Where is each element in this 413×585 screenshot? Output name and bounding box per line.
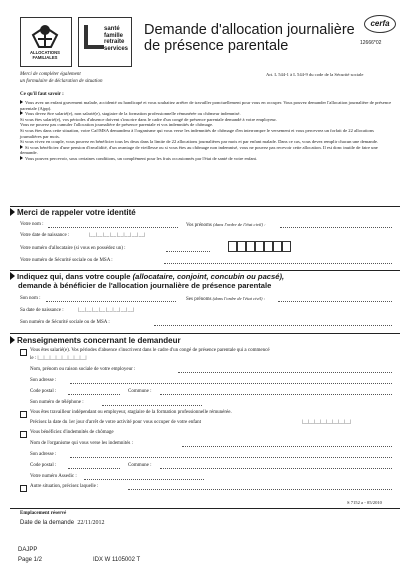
section-divider: [10, 270, 400, 271]
employer-field[interactable]: [178, 372, 392, 373]
idx-code: IDX W 1105002 T: [93, 557, 141, 563]
page-number: Page 1/2: [18, 557, 43, 563]
ss-number-field[interactable]: [164, 263, 392, 264]
employer-postal-field[interactable]: [68, 394, 120, 395]
arrow-icon: [10, 272, 15, 280]
msa-logo-icon: [84, 25, 104, 49]
chomage-checkbox[interactable]: [20, 431, 27, 438]
org-postal-label: Code postal :: [30, 463, 57, 468]
alloc-number-dots: [166, 251, 210, 252]
partner-nom-label: Son nom :: [20, 296, 41, 301]
partner-birth-label: Sa date de naissance :: [20, 308, 64, 313]
nom-field[interactable]: [48, 227, 178, 228]
employer-commune-field[interactable]: [160, 394, 392, 395]
form-reference: S 7152 a - 05/2010: [347, 500, 382, 505]
info-para: Si vous êtes dans cette situation, votre Caf/MSA demandera à l'organisme qui vous verse les indemnités de chômage d'en interrompre le versement et vous percevrez un forfait de 22 allocations journalières par mois.: [20, 127, 374, 139]
caf-logo-icon: [29, 21, 61, 49]
employer-commune-label: Commune :: [128, 389, 152, 394]
info-para: Si vous vivez en couple, vous pouvez en bénéficier tous les deux dans la limite de 22 allocations journalières par mois et par enfant malade. Dans ce cas, vous devez remplir chacun une demande.: [20, 139, 379, 145]
org-postal-field[interactable]: [68, 468, 120, 469]
alloc-digit-box[interactable]: [237, 241, 246, 252]
independant-label: Vous êtes travailleur indépendant ou employeur, stagiaire de la formation professionnelle rémunérée.: [30, 410, 232, 415]
alloc-digit-box[interactable]: [282, 241, 291, 252]
partner-prenoms-label: Ses prénoms (dans l'ordre de l'état civil) :: [186, 296, 266, 302]
salarie-label: Vous êtes salarié(e). Vos périodes d'absence s'inscrivent dans le cadre d'un congé de présence parentale qui a commencé: [30, 348, 270, 353]
section-divider: [10, 333, 400, 334]
cerfa-logo: cerfa: [364, 15, 396, 33]
employer-phone-label: Son numéro de téléphone :: [30, 400, 84, 405]
nom-label: Votre nom :: [20, 222, 44, 227]
note-line-2: un formulaire de déclaration de situation: [20, 79, 103, 84]
caf-logo-text: ALLOCATIONS FAMILIALES: [30, 50, 60, 60]
requester-section-title: Renseignements concernant le demandeur: [10, 336, 400, 345]
ss-number-label: Votre numéro de Sécurité sociale ou de MSA :: [20, 258, 113, 263]
info-para: Vous devez être salarié(e), non salarié(e), stagiaire de la formation professionnelle rémunérée ou chômeur indemnisé.: [20, 111, 396, 117]
section-divider: [10, 206, 400, 207]
chomage-label: Vous bénéficiez d'indemnités de chômage: [30, 430, 114, 435]
birth-date-field[interactable]: |__|__|__|__|__|__|__|__|: [89, 233, 146, 238]
bullet-icon: [20, 111, 23, 115]
couple-section-title: Indiquez qui, dans votre couple (allocataire, conjoint, concubin ou pacsé), demande à bénéficier de l'allocation journalière de présence parentale: [10, 272, 400, 290]
autre-checkbox[interactable]: [20, 485, 27, 492]
section-divider: [10, 508, 400, 509]
arrow-icon: [10, 336, 15, 344]
doc-code: DAJPP: [18, 547, 38, 553]
partner-ss-field[interactable]: [154, 325, 392, 326]
assedic-label: Votre numéro Assedic :: [30, 474, 77, 479]
partner-ss-label: Son numéro de Sécurité sociale ou de MSA :: [20, 320, 110, 325]
reserved-area-label: Emplacement réservé: [20, 511, 67, 516]
bullet-icon: [20, 100, 23, 104]
alloc-digit-box[interactable]: [273, 241, 282, 252]
legal-reference: Art. L 544-1 à L 544-9 du code de la Sécurité sociale: [266, 72, 364, 77]
info-para: Vous pouvez percevoir, sous certaines conditions, un complément pour les frais occasionnés par l'état de santé de votre enfant.: [20, 156, 396, 162]
autre-field[interactable]: [128, 489, 392, 490]
info-para: Vous avez un enfant gravement malade, accidenté ou handicapé et vous souhaitez arrêter de travailler ponctuellement pour vous en occuper. Vous pouvez demander l'allocation journalière de présence parentale (Ajpp).: [20, 100, 392, 111]
autre-label: Autre situation, précisez laquelle :: [30, 484, 99, 489]
page-title: Demande d'allocation journalière de présence parentale: [144, 22, 355, 54]
partner-birth-field[interactable]: |__|__|__|__|__|__|__|__|: [78, 308, 135, 313]
alloc-digit-box[interactable]: [228, 241, 237, 252]
note-line-1: Merci de compléter également: [20, 72, 81, 77]
stop-date-label: Précisez la date du 1er jour d'arrêt de votre activité pour vous occuper de votre enfant: [30, 420, 201, 425]
org-address-field[interactable]: [70, 457, 392, 458]
employer-label: Nom, prénom ou raison sociale de votre employeur :: [30, 367, 136, 372]
info-text: [20, 100, 396, 162]
info-para: Si vous bénéficiez d'une pension d'invalidité, d'un avantage de vieillesse ou si vous êtes au chômage non indemnisé, vous ne pouvez pas recevoir cette allocation. Il est donc inutile de faire une demande.: [20, 144, 378, 156]
alloc-digit-box[interactable]: [264, 241, 273, 252]
partner-nom-field[interactable]: [46, 301, 176, 302]
salarie-checkbox[interactable]: [20, 349, 27, 356]
birth-label: Votre date de naissance :: [20, 233, 70, 238]
employer-postal-label: Code postal :: [30, 389, 57, 394]
msa-logo-text: santé famille retraite services: [104, 26, 129, 52]
alloc-digit-box[interactable]: [255, 241, 264, 252]
prenoms-label: Vos prénoms (dans l'ordre de l'état civil) :: [186, 222, 266, 228]
independant-checkbox[interactable]: [20, 411, 27, 418]
arrow-icon: [10, 208, 15, 216]
org-name-label: Nom de l'organisme qui vous verse les indemnités :: [30, 441, 134, 446]
stop-date-field[interactable]: |__|__|__|__|__|__|__|__|: [302, 420, 352, 425]
bullet-icon: [20, 145, 23, 149]
org-address-label: Son adresse :: [30, 452, 57, 457]
salarie-date-label: le : |__|__|__|__|__|__|__|__|: [30, 356, 87, 361]
info-para: Vous ne pouvez pas cumuler l'allocation journalière de présence parentale et vos indemnités de chômage.: [20, 122, 214, 128]
form-number: 12666*02: [360, 40, 382, 46]
bullet-icon: [20, 156, 23, 160]
org-name-field[interactable]: [182, 446, 392, 447]
employer-address-field[interactable]: [70, 383, 392, 384]
request-date: Date de la demande 22/11/2012: [20, 520, 105, 526]
info-para: Si vous êtes salarié(e), vos périodes d'absence doivent s'inscrire dans le cadre d'un congé de présence parentale demandé à votre employeur.: [20, 116, 277, 122]
partner-prenoms-field[interactable]: [278, 301, 392, 302]
org-commune-label: Commune :: [128, 463, 152, 468]
employer-address-label: Son adresse :: [30, 378, 57, 383]
identity-section-title: Merci de rappeler votre identité: [10, 208, 400, 217]
org-commune-field[interactable]: [160, 468, 392, 469]
prenoms-field[interactable]: [280, 227, 392, 228]
assedic-field[interactable]: [84, 479, 204, 480]
what-to-know-heading: Ce qu'il faut savoir :: [20, 92, 64, 97]
employer-phone-field[interactable]: [102, 405, 202, 406]
alloc-digit-box[interactable]: [246, 241, 255, 252]
alloc-number-label: Votre numéro d'allocataire (si vous en possédez un) :: [20, 246, 126, 251]
